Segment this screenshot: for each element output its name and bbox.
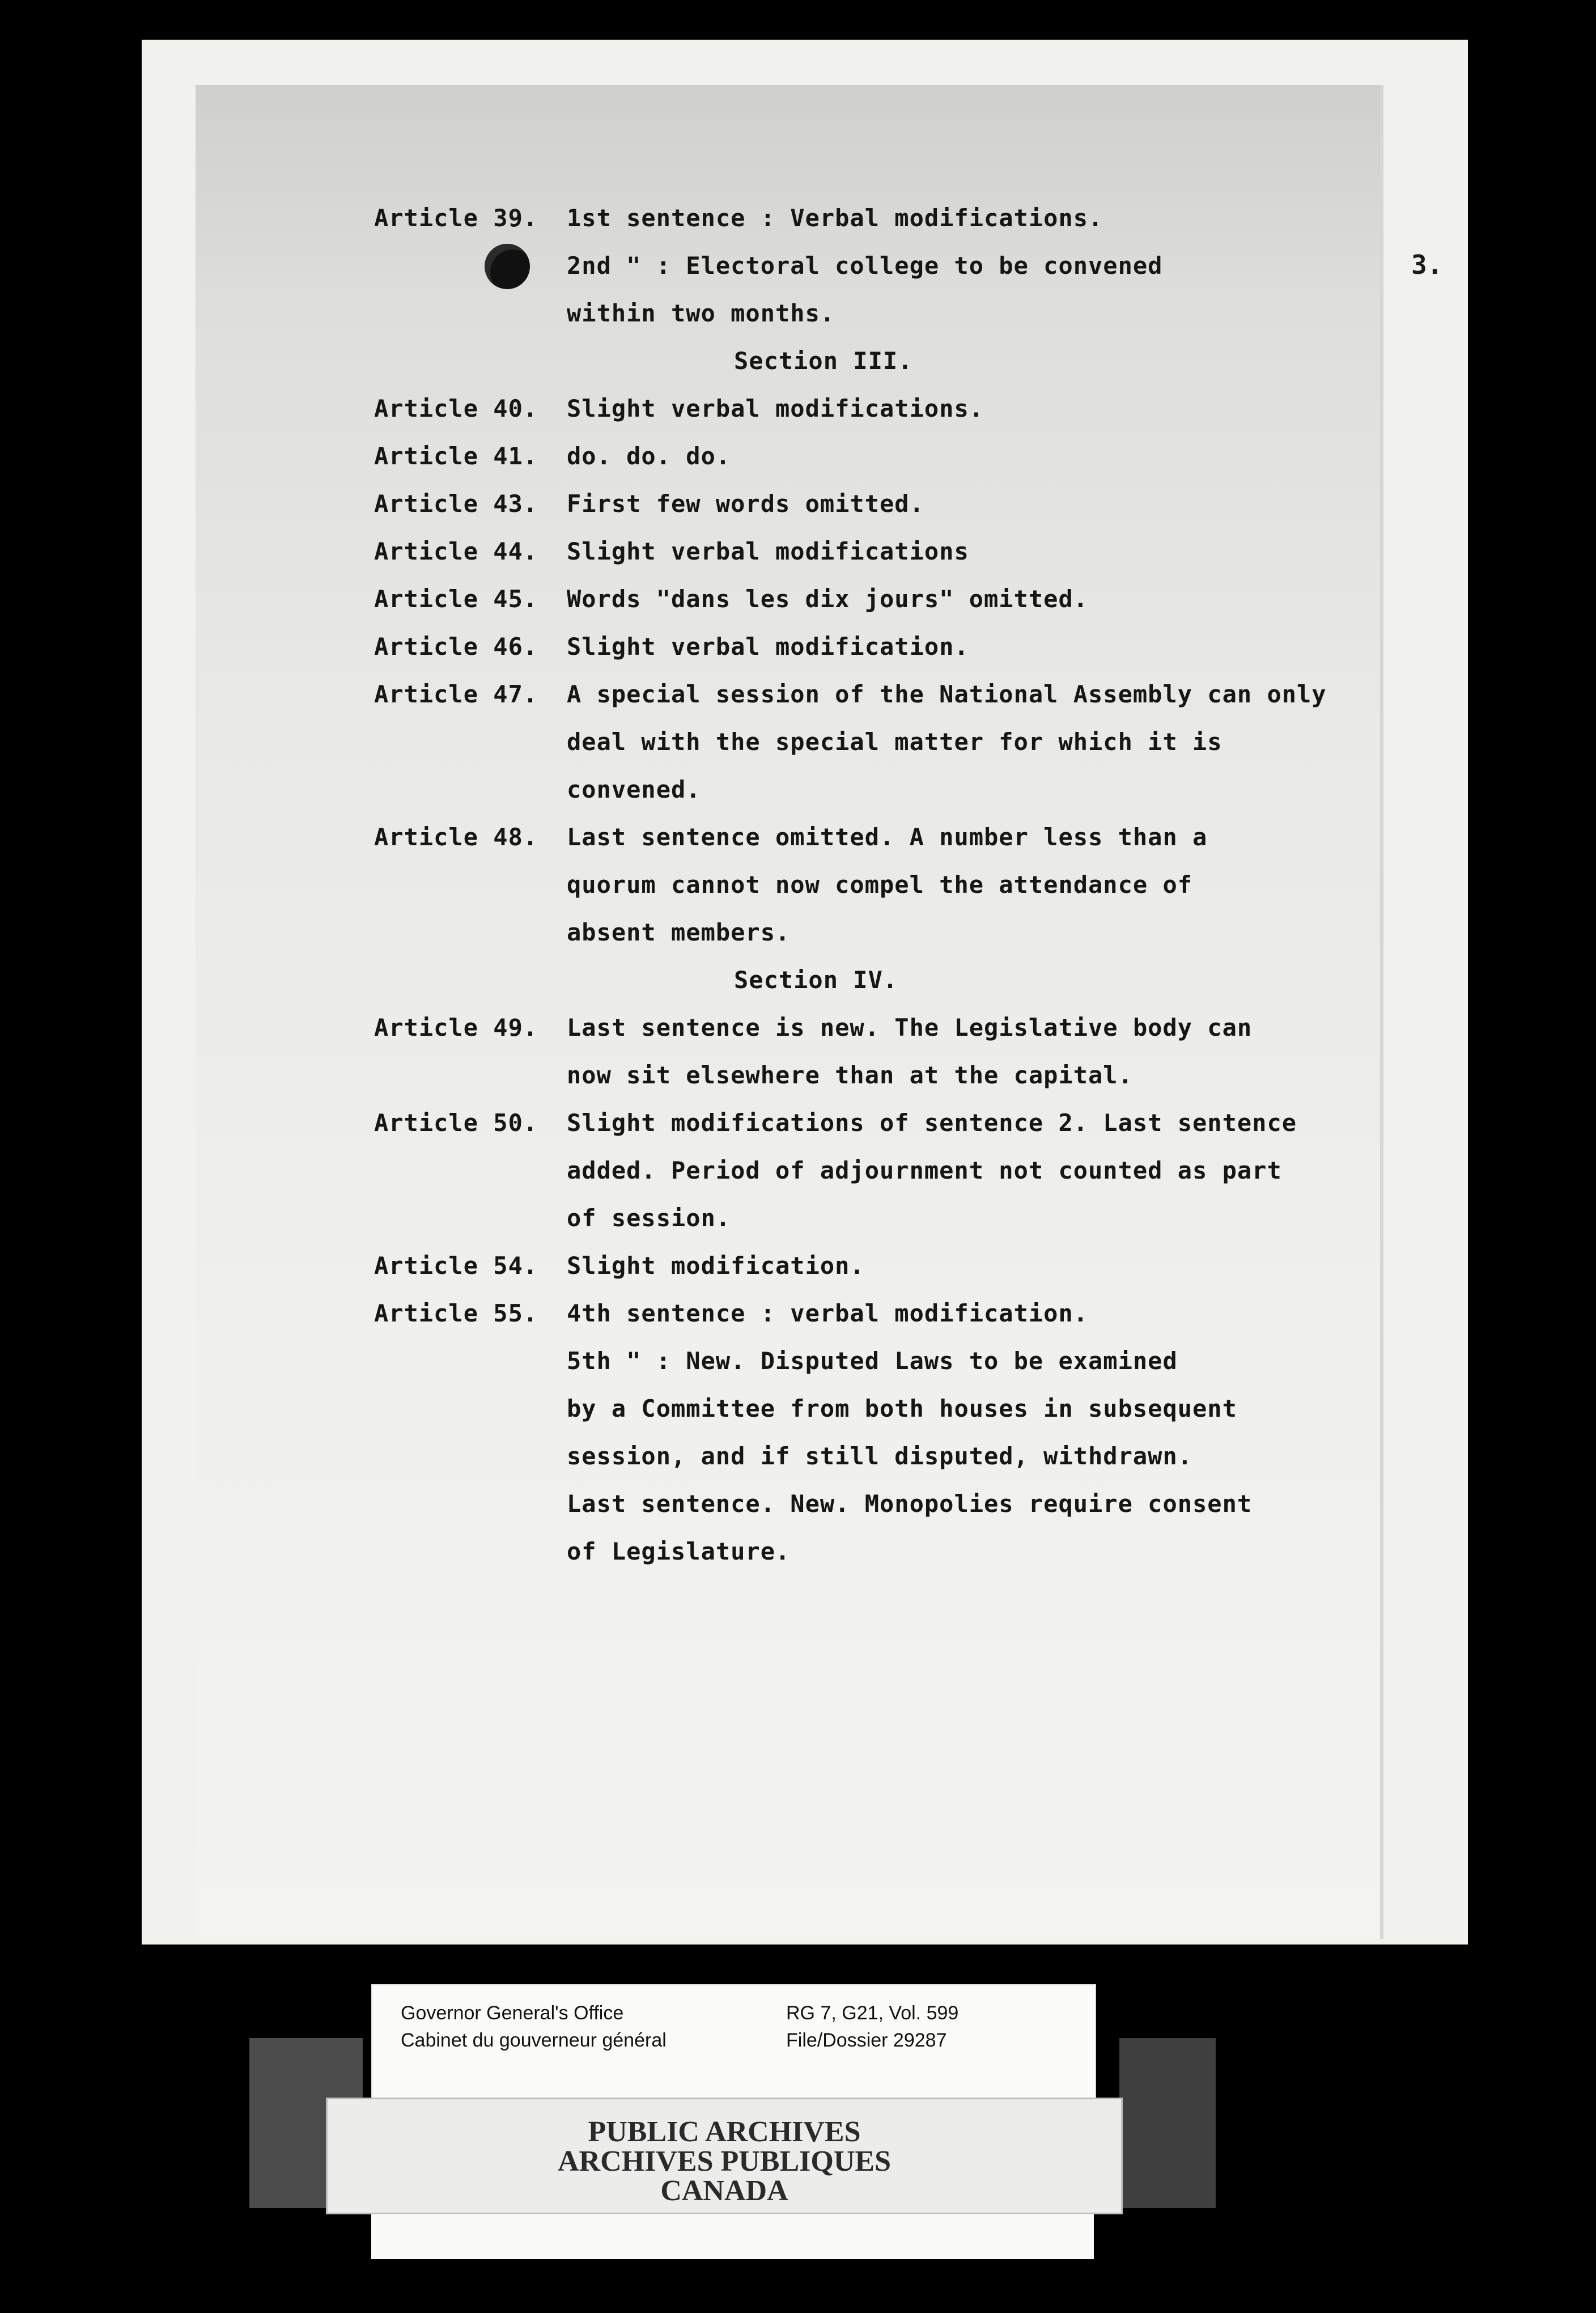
typed-document-page [196,85,1443,1939]
archive-reference-label [371,1984,1096,2103]
article-text-line: First few words omitted. [567,490,924,518]
article-label: Article 54. [374,1252,538,1280]
file-number: File/Dossier 29287 [786,2030,947,2051]
article-text-line: Slight verbal modifications [567,537,969,565]
article-text-line: Slight modification. [567,1252,865,1280]
article-text-line: 4th sentence : verbal modification. [567,1299,1089,1327]
article-text-line: by a Committee from both houses in subsequent [567,1395,1237,1422]
article-text-line: convened. [567,776,701,803]
article-label: Article 41. [374,442,538,470]
article-label: Article 49. [374,1014,538,1041]
article-text-line: A special session of the National Assembly can only [567,680,1327,708]
stamp-line-1: PUBLIC ARCHIVES [588,2116,861,2148]
page-number: 3. [1411,249,1443,280]
stamp-line-2: ARCHIVES PUBLIQUES [557,2145,892,2178]
article-text-line: quorum cannot now compel the attendance of [567,871,1193,899]
article-text-line: within two months. [567,299,835,327]
bottom-strip [371,2214,1094,2259]
article-text-line: Slight modifications of sentence 2. Last sentence [567,1109,1297,1137]
article-text-line: 1st sentence : Verbal modifications. [567,204,1103,232]
article-label: Article 44. [374,537,538,565]
article-text-line: Words "dans les dix jours" omitted. [567,585,1089,613]
public-archives-stamp [326,2098,1123,2214]
article-text-line: do. do. do. [567,442,731,470]
article-text-line: Last sentence is new. The Legislative body can [567,1014,1253,1041]
article-text-line: Last sentence. New. Monopolies require consent [567,1490,1253,1518]
article-label: Article 45. [374,585,538,613]
article-text-line: deal with the special matter for which it is [567,728,1223,756]
article-label: Article 40. [374,395,538,422]
office-french: Cabinet du gouverneur général [401,2030,667,2051]
mount-clip-right [1119,2038,1216,2208]
article-text-line: 5th " : New. Disputed Laws to be examined [567,1347,1178,1375]
article-text-line: 2nd " : Electoral college to be convened [567,252,1163,279]
article-text-line: Last sentence omitted. A number less than a [567,823,1208,851]
article-label: Article 48. [374,823,538,851]
article-label: Article 43. [374,490,538,518]
record-group-reference: RG 7, G21, Vol. 599 [786,2002,959,2024]
section-heading: Section IV. [734,966,898,994]
article-text-line: added. Period of adjournment not counted as part [567,1156,1282,1184]
article-text-line: of session. [567,1204,731,1232]
article-text-line: Slight verbal modifications. [567,395,984,422]
article-text-line: of Legislature. [567,1537,791,1565]
article-label: Article 39. [374,204,538,232]
article-text-line: absent members. [567,918,791,946]
office-english: Governor General's Office [401,2002,624,2024]
document-body [196,85,1380,1939]
article-text-line: now sit elsewhere than at the capital. [567,1061,1133,1089]
section-heading: Section III. [734,347,913,375]
article-label: Article 46. [374,633,538,660]
article-label: Article 50. [374,1109,538,1137]
article-text-line: Slight verbal modification. [567,633,969,660]
article-text-line: session, and if still disputed, withdrawn. [567,1442,1193,1470]
article-label: Article 55. [374,1299,538,1327]
stamp-line-3: CANADA [660,2175,788,2207]
article-label: Article 47. [374,680,538,708]
